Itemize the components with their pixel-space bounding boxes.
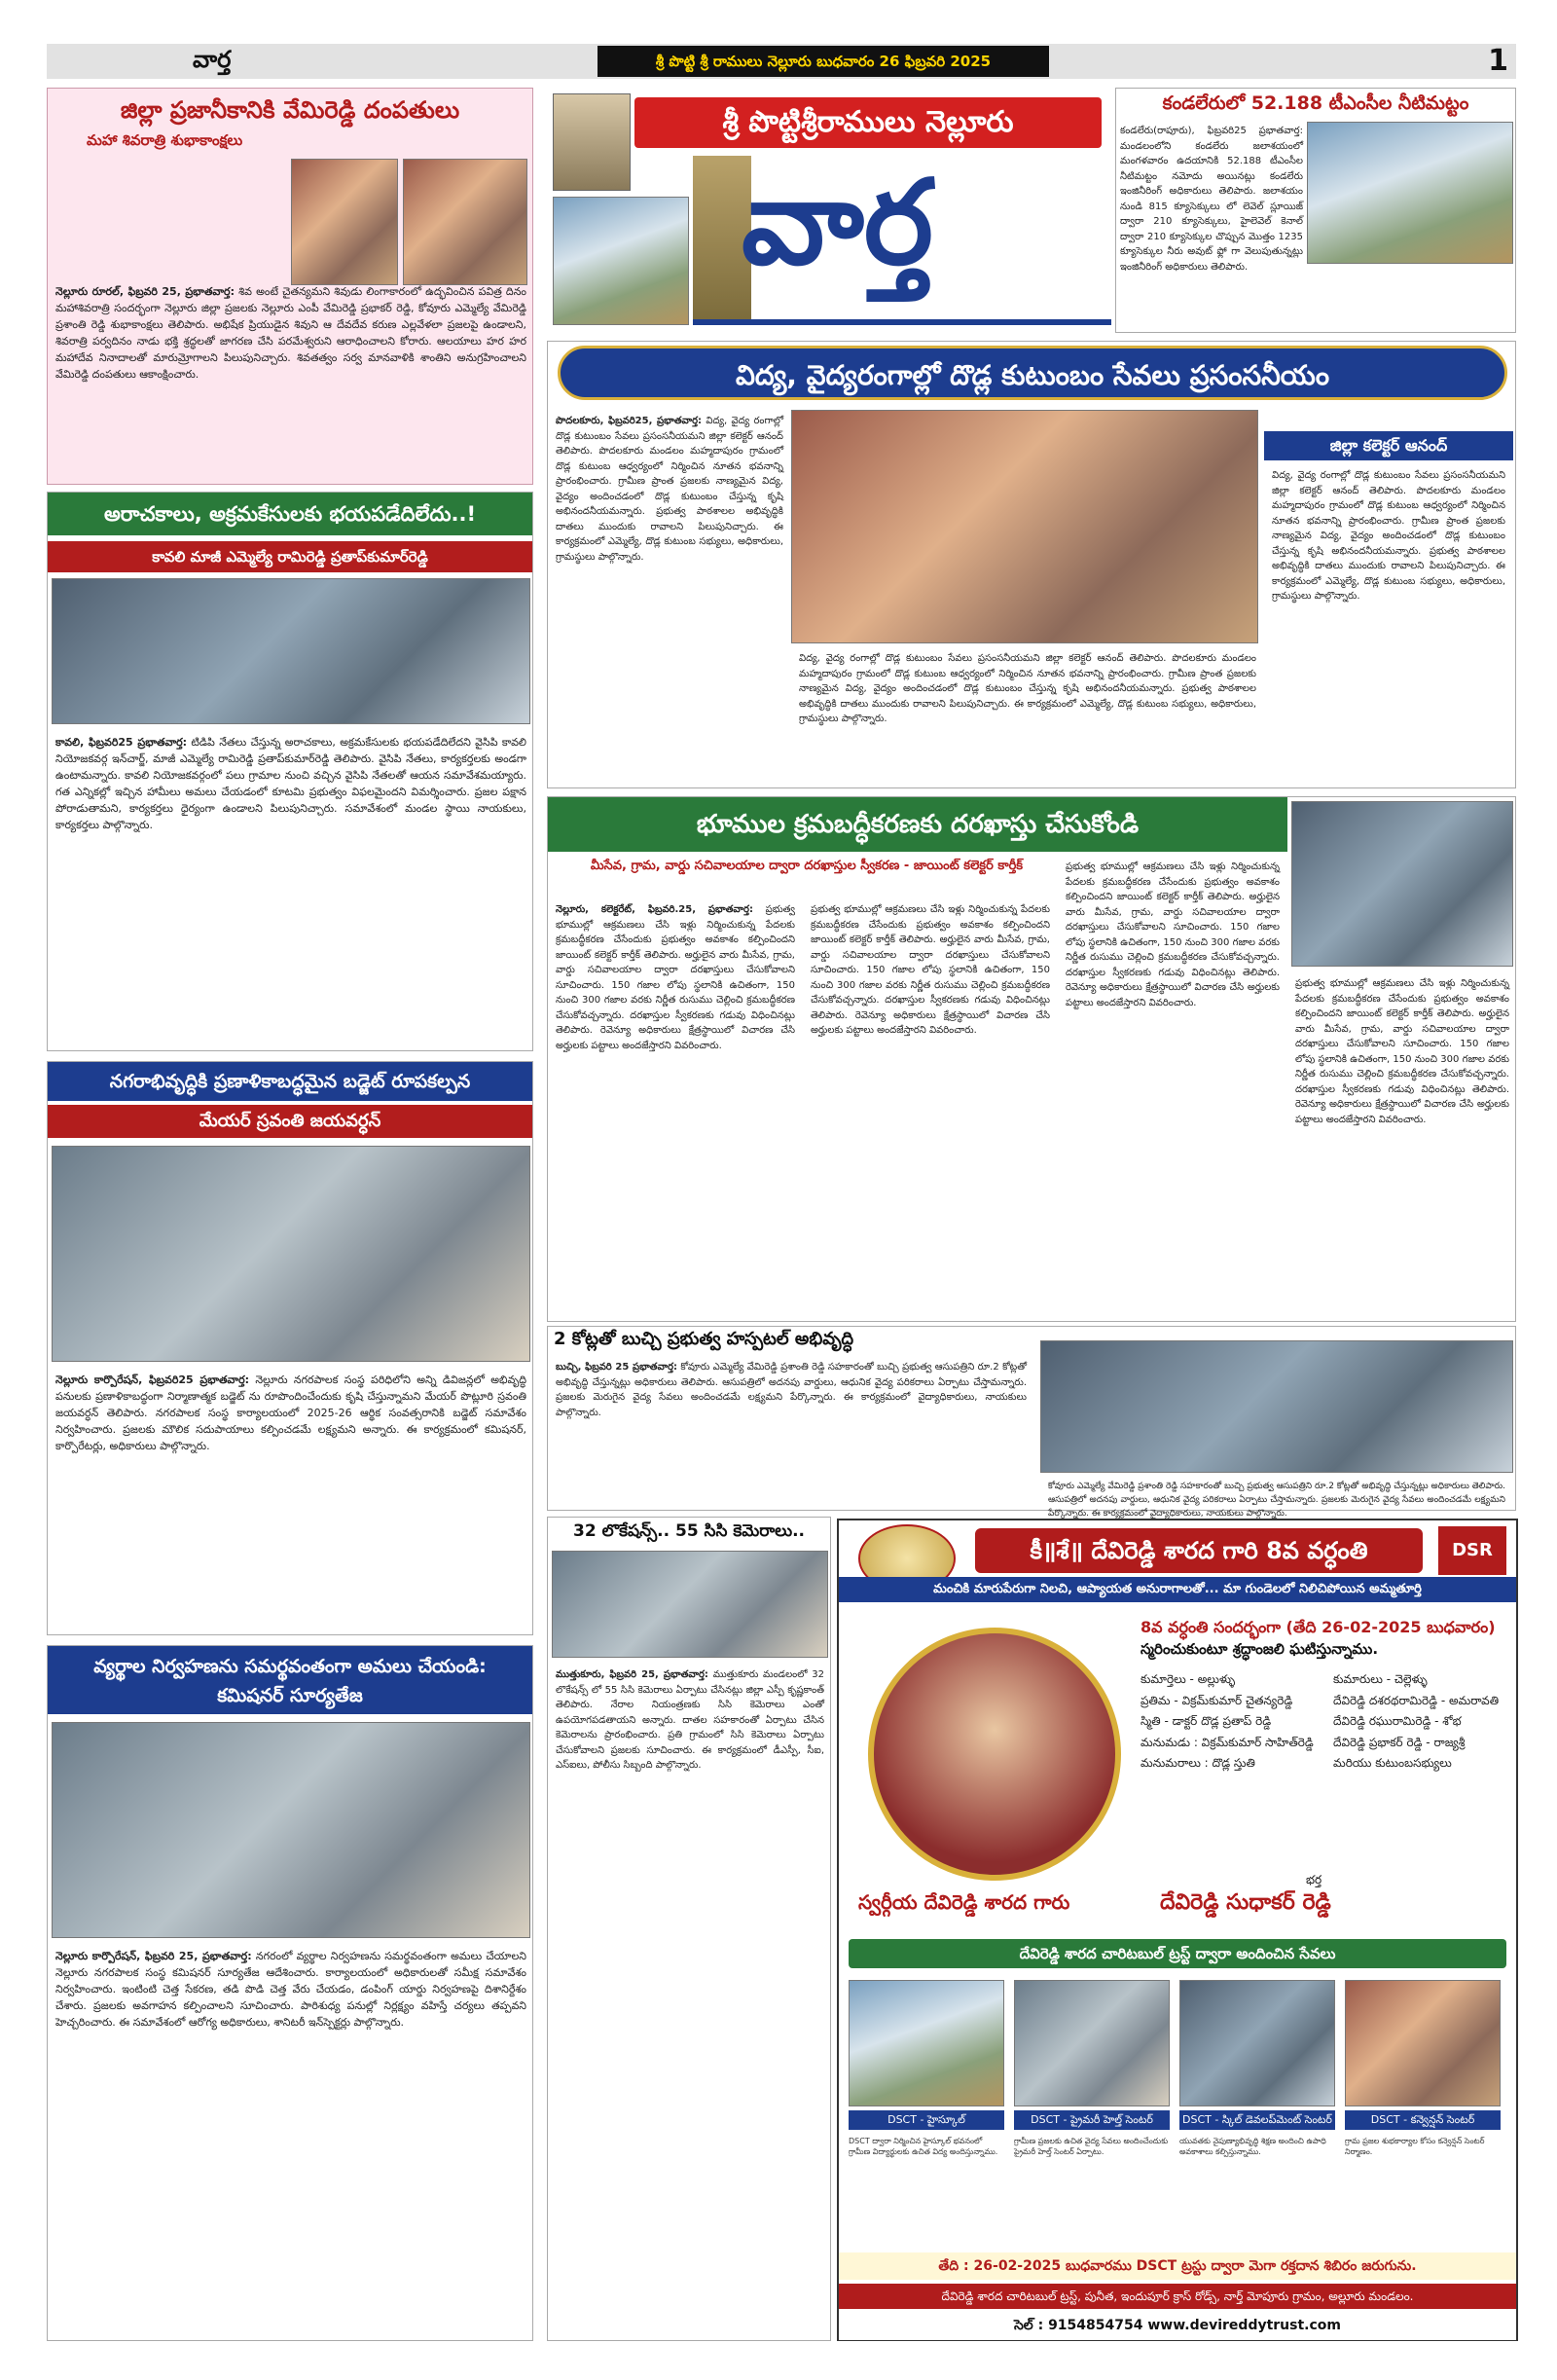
ad-tagline: మంచికి మారుపేరుగా నిలచి, ఆప్యాయత అనురాగాలతో... మా గుండెలలో నిలిచిపోయిన అమ్మతూర్తి — [839, 1577, 1516, 1602]
top-bar — [47, 44, 1516, 79]
story-cctv — [547, 1517, 831, 2341]
ad-anniversary-line: 8వ వర్ధంతి సందర్భంగా (తేది 26-02-2025 బుధవారం) — [1141, 1618, 1496, 1636]
story6-subhead: జిల్లా కలెక్టర్ ఆనంద్ — [1264, 431, 1513, 460]
story1-photo-right — [403, 159, 527, 285]
dsr-logo: DSR — [1438, 1526, 1506, 1575]
masthead-photo — [553, 197, 689, 325]
story2-text: టిడిపి నేతలు చేస్తున్న అరాచకాలు, అక్రమకేసులకు భయపడేదిలేదని వైసిపి కావలి నియోజకవర్గ ఇన్‌చార్జ్, మాజీ ఎమ్మెల్యే రామిరెడ్డి ప్రతాప్‌కుమార్‌రెడ్డి తెలిపారు. వైసిపి నేతలు, కార్యకర్తలకు అండగా ఉంటామన్నారు. కావలి నియోజకవర్గంలో పలు గ్రామాల నుంచి వచ్చిన వైసిపి నేతలతో ఆయన సమావేశమయ్యారు. గత ఎన్నికల్లో ఇచ్చిన హామీలు అమలు చేయడంలో కూటమి ప్రభుత్వం విఫలమైందని విమర్శించారు. ప్రజల పక్షాన పోరాడుతామని, కార్యకర్తలు ధైర్యంగా ఉండాలని పిలుపునిచ్చారు. సమావేశంలో మండల స్థాయి నాయకులు, కార్యకర్తలు పాల్గొన్నారు. — [55, 736, 526, 832]
building-photo-convention-centre — [1345, 1980, 1501, 2106]
masthead-rule — [693, 319, 1111, 325]
story4-body — [48, 1942, 534, 2336]
building-text: యువతకు నైపుణ్యాభివృద్ధి శిక్షణ అందించి ఉపాధి అవకాశాలు కల్పిస్తున్నాము. — [1179, 2137, 1326, 2157]
story7-body-col3: ప్రభుత్వ భూముల్లో ఆక్రమణలు చేసి ఇళ్లు నిర్మించుకున్న పేదలకు క్రమబద్ధీకరణ చేసేందుకు ప్రభుత్వం అవకాశం కల్పించిందని జాయింట్ కలెక్టర్ కార్తీక్ తెలిపారు. అర్హులైన వారు మీసేవ, గ్రామ, వార్డు సచివాలయాల ద్వారా దరఖాస్తులు చేసుకోవాలని సూచించారు. 150 గజాల లోపు స్థలానికి ఉచితంగా, 150 నుంచి 300 గజాల వరకు నిర్ణీత రుసుము చెల్లించి క్రమబద్ధీకరణ చేసుకోవచ్చన్నారు. దరఖాస్తుల స్వీకరణకు గడువు విధించినట్లు తెలిపారు. రెవెన్యూ అధికారులు క్షేత్రస్థాయిలో విచారణ చేసి అర్హులకు పట్టాలు అందజేస్తారని వివరించారు. — [1066, 861, 1280, 1008]
story3-photo — [52, 1146, 530, 1362]
story6-dateline: పొదలకూరు, ఫిబ్రవరి25, ప్రభాతవార్త: — [556, 416, 703, 426]
story4-text: నగరంలో వ్యర్థాల నిర్వహణను సమర్థవంతంగా అమలు చేయాలని నెల్లూరు నగరపాలక సంస్థ కమిషనర్ సూర్యతేజ ఆదేశించారు. కార్యాలయంలో అధికారులతో సమీక్ష సమావేశం నిర్వహించారు. ఇంటింటి చెత్త సేకరణ, తడి పొడి చెత్త వేరు చేయడం, డంపింగ్ యార్డు నిర్వహణపై దిశానిర్దేశం చేశారు. ప్రజలకు అవగాహన కల్పించాలని సూచించారు. పారిశుధ్య పనుల్లో నిర్లక్ష్యం వహిస్తే చర్యలు తప్పవని హెచ్చరించారు. ఈ సమావేశంలో ఆరోగ్య అధికారులు, శానిటరీ ఇన్‌స్పెక్టర్లు పాల్గొన్నారు. — [55, 1950, 526, 2030]
story9-body — [548, 1662, 832, 2339]
building-text: DSCT ద్వారా నిర్మించిన హైస్కూల్ భవనంలో గ్రామీణ విద్యార్థులకు ఉచిత విద్య అందిస్తున్నాము. — [849, 2137, 998, 2157]
story7-body-col1 — [548, 897, 803, 1321]
story-land — [547, 796, 1516, 1322]
story8-headline: 2 కోట్లతో బుచ్చి ప్రభుత్వ హస్పటల్ అభివృద్ధి — [554, 1329, 854, 1349]
story4-photo — [52, 1722, 530, 1938]
story-dodla — [547, 341, 1516, 788]
ad-family-right — [1333, 1669, 1510, 1775]
story4-headline: వ్యర్థాల నిర్వహణను సమర్థవంతంగా అమలు చేయండి: కమిషనర్ సూర్యతేజ — [48, 1646, 532, 1714]
story5-body: కండలేరు(రాపూరు), ఫిబ్రవరి25 ప్రభాతవార్త: మండలంలోని కండలేరు జలాశయంలో మంగళవారం ఉదయానికి 52.188 టీఎంసీల నీటిమట్టం నమోదు అయినట్లు కండలేరు ఇంజినీరింగ్ అధికారులు తెలిపారు. జలాశయం నుండి 815 క్యూసెక్కులు లో లెవెల్ స్లూయిజ్ ద్వారా 210 క్యూసెక్కులు, హైలెవెల్ కెనాల్ ద్వారా 210 క్యూసెక్కుల చొప్పున మొత్తం 1235 క్యూసెక్కుల నీరు అవుట్ ఫ్లో గా వెలుపుతున్నట్లు ఇంజినీరింగ్ అధికారులు తెలిపారు. — [1120, 126, 1303, 273]
story-budget — [47, 1061, 533, 1635]
story1-text: శివ అంటే చైతన్యమని శివుడు లింగాకారంలో ఉద్భవించిన పవిత్ర దినం మహాశివరాత్రి సందర్భంగా నెల్లూరు జిల్లా ప్రజలకు నెల్లూరు ఎంపీ వేమిరెడ్డి ప్రభాకర్ రెడ్డి, కోవూరు ఎమ్మెల్యే వేమిరెడ్డి ప్రశాంతి రెడ్డి శుభాకాంక్షలు తెలిపారు. అభిషేక ప్రియుడైన శివుని ఆ దేవదేవ కరుణ ఎల్లవేళలా ప్రజలపై ఉండాలని, శివరాత్రి పర్వదినం నాడు భక్తి శ్రద్ధలతో జాగరణ చేసి పరమేశ్వరుని ఆరాధించాలని కోరారు. ఆలయాలు హర హర మహాదేవ నినాదాలతో మారుమ్రోగాలని పిలుపునిచ్చారు. శివతత్వం సర్వ మానవాళికి శాంతిని అనుగ్రహించాలని వేమిరెడ్డి దంపతులు ఆకాంక్షించారు. — [55, 285, 526, 382]
ad-name-right: దేవిరెడ్డి సుధాకర్ రెడ్డి — [1160, 1890, 1331, 1915]
ad-family-left — [1141, 1669, 1325, 1775]
story2-photo — [52, 578, 530, 724]
story8-body — [548, 1354, 1034, 1510]
story-hospital — [547, 1326, 1516, 1519]
story7-subhead: మీసేవ, గ్రామ, వార్డు సచివాలయాల ద్వారా దరఖాస్తుల స్వీకరణ - జాయింట్ కలెక్టర్ కార్తీక్ — [590, 859, 1024, 873]
story1-body — [48, 277, 534, 482]
family-item: దేవిరెడ్డి రఘురామిరెడ్డి - శోభ — [1333, 1714, 1462, 1729]
story7-photo — [1291, 801, 1513, 967]
story7-headline: భూముల క్రమబద్ధీకరణకు దరఖాస్తు చేసుకోండి — [548, 797, 1287, 852]
ad-footer-date: తేది : 26-02-2025 బుధవారము DSCT ట్రస్టు ద్వారా మెగా రక్తదాన శిబిరం జరుగును. — [839, 2252, 1516, 2280]
ad-footer-address: దేవిరెడ్డి శారద చారిటబుల్ ట్రస్ట్, పునీత, ఇందుపూర్ క్రాస్ రోడ్స్, నార్త్ మోపూరు గ్రామం, అల్లూరు మండలం. — [839, 2284, 1516, 2309]
building-label: DSCT - స్కిల్ డెవలప్‌మెంట్ సెంటర్ — [1179, 2110, 1335, 2130]
story2-headline: అరాచకాలు, అక్రమకేసులకు భయపడేదిలేదు..! — [48, 493, 532, 535]
story2-dateline: కావలి, ఫిబ్రవరి25 ప్రభాతవార్త: — [55, 736, 188, 749]
story3-body — [48, 1366, 534, 1633]
story1-photo-left — [291, 159, 398, 285]
story6-photo — [791, 410, 1258, 643]
story5-photo — [1307, 122, 1513, 264]
page-number: 1 — [1488, 44, 1508, 78]
story6-text: విద్య, వైద్య రంగాల్లో దొడ్ల కుటుంబం సేవలు ప్రసంసనీయమని జిల్లా కలెక్టర్ ఆనంద్ తెలిపారు. పొదలకూరు మండలం మహ్మదాపురం గ్రామంలో దొడ్ల కుటుంబ ఆధ్వర్యంలో నిర్మించిన నూతన భవనాన్ని ప్రారంభించారు. గ్రామీణ ప్రాంత ప్రజలకు నాణ్యమైన విద్య, వైద్యం అందించడంలో దొడ్ల కుటుంబం చేస్తున్న కృషి అభినందనీయమన్నారు. ప్రభుత్వ పాఠశాలల అభివృద్ధికి దాతలు ముందుకు రావాలని పిలుపునిచ్చారు. ఈ కార్యక్రమంలో ఎమ్మెల్యే, దొడ్ల కుటుంబ సభ్యులు, అధికారులు, గ్రామస్థులు పాల్గొన్నారు. — [556, 416, 783, 563]
ad-husband-label: భర్త — [1306, 1873, 1322, 1886]
family-item: దేవిరెడ్డి దశరథరామిరెడ్డి - అమరావతి — [1333, 1693, 1500, 1707]
ad-footer-contact: సెల్ : 9154854754 www.devireddytrust.com — [839, 2311, 1516, 2340]
story1-headline: జిల్లా ప్రజానీకానికి వేమిరెడ్డి దంపతులు — [120, 96, 460, 124]
story9-headline: 32 లొకేషన్స్.. 55 సిసి కెమెరాలు.. — [573, 1521, 805, 1541]
story-pratap — [47, 492, 533, 1051]
building-photo-health-centre — [1014, 1980, 1170, 2106]
story6-body-right: విద్య, వైద్య రంగాల్లో దొడ్ల కుటుంబం సేవలు ప్రసంసనీయమని జిల్లా కలెక్టర్ ఆనంద్ తెలిపారు. పొదలకూరు మండలం మహ్మదాపురం గ్రామంలో దొడ్ల కుటుంబ ఆధ్వర్యంలో నిర్మించిన నూతన భవనాన్ని ప్రారంభించారు. గ్రామీణ ప్రాంత ప్రజలకు నాణ్యమైన విద్య, వైద్యం అందించడంలో దొడ్ల కుటుంబం చేస్తున్న కృషి అభినందనీయమన్నారు. ప్రభుత్వ పాఠశాలల అభివృద్ధికి దాతలు ముందుకు రావాలని పిలుపునిచ్చారు. ఈ కార్యక్రమంలో ఎమ్మెల్యే, దొడ్ల కుటుంబ సభ్యులు, అధికారులు, గ్రామస్థులు పాల్గొన్నారు. — [1272, 470, 1505, 602]
ad-anniversary-block — [1141, 1618, 1510, 1775]
story7-text: ప్రభుత్వ భూముల్లో ఆక్రమణలు చేసి ఇళ్లు నిర్మించుకున్న పేదలకు క్రమబద్ధీకరణ చేసేందుకు ప్రభుత్వం అవకాశం కల్పించిందని జాయింట్ కలెక్టర్ కార్తీక్ తెలిపారు. అర్హులైన వారు మీసేవ, గ్రామ, వార్డు సచివాలయాల ద్వారా దరఖాస్తులు చేసుకోవాలని సూచించారు. 150 గజాల లోపు స్థలానికి ఉచితంగా, 150 నుంచి 300 గజాల వరకు నిర్ణీత రుసుము చెల్లించి క్రమబద్ధీకరణ చేసుకోవచ్చన్నారు. దరఖాస్తుల స్వీకరణకు గడువు విధించినట్లు తెలిపారు. రెవెన్యూ అధికారులు క్షేత్రస్థాయిలో విచారణ చేసి అర్హులకు పట్టాలు అందజేస్తారని వివరించారు. — [556, 904, 795, 1051]
story1-dateline: నెల్లూరు రూరల్, ఫిబ్రవరి 25, ప్రభాతవార్త: — [55, 285, 235, 298]
memorial-advertisement — [837, 1519, 1518, 2341]
story7-body-col4: ప్రభుత్వ భూముల్లో ఆక్రమణలు చేసి ఇళ్లు నిర్మించుకున్న పేదలకు క్రమబద్ధీకరణ చేసేందుకు ప్రభుత్వం అవకాశం కల్పించిందని జాయింట్ కలెక్టర్ కార్తీక్ తెలిపారు. అర్హులైన వారు మీసేవ, గ్రామ, వార్డు సచివాలయాల ద్వారా దరఖాస్తులు చేసుకోవాలని సూచించారు. 150 గజాల లోపు స్థలానికి ఉచితంగా, 150 నుంచి 300 గజాల వరకు నిర్ణీత రుసుము చెల్లించి క్రమబద్ధీకరణ చేసుకోవచ్చన్నారు. దరఖాస్తుల స్వీకరణకు గడువు విధించినట్లు తెలిపారు. రెవెన్యూ అధికారులు క్షేత్రస్థాయిలో విచారణ చేసి అర్హులకు పట్టాలు అందజేస్తారని వివరించారు. — [1295, 978, 1509, 1125]
masthead-title: శ్రీ పొట్టిశ్రీరాములు నెల్లూరు — [634, 97, 1102, 148]
story8-caption: కోవూరు ఎమ్మెల్యే వేమిరెడ్డి ప్రశాంతి రెడ్డి సహకారంతో బుచ్చి ప్రభుత్వ ఆసుపత్రిని రూ.2 కోట్లతో అభివృద్ధి చేస్తున్నట్లు అధికారులు తెలిపారు. ఆసుపత్రిలో అదనపు వార్డులు, ఆధునిక వైద్య పరికరాలు ఏర్పాటు చేస్తామన్నారు. ప్రజలకు మెరుగైన వైద్య సేవలు అందించడమే లక్ష్యమని పేర్కొన్నారు. ఈ కార్యక్రమంలో వైద్యాధికారులు, నాయకులు పాల్గొన్నారు. — [1048, 1482, 1505, 1519]
edition-line: శ్రీ పొట్టి శ్రీ రాములు నెల్లూరు బుధవారం 26 ఫిబ్రవరి 2025 — [597, 46, 1049, 77]
story-vemireddy — [47, 88, 533, 485]
family-item: దేవిరెడ్డి ప్రభాకర్ రెడ్డి - రాజ్యశ్రీ — [1333, 1735, 1466, 1749]
story6-body-left — [548, 408, 791, 787]
building-photo-skill-centre — [1179, 1980, 1335, 2106]
ad-title: కీ॥శే॥ దేవిరెడ్డి శారద గారి 8వ వర్ధంతి — [975, 1528, 1423, 1573]
story6-headline: విద్య, వైద్యరంగాల్లో దొడ్ల కుటుంబం సేవలు ప్రసంసనీయం — [558, 346, 1507, 400]
story2-subhead: కావలి మాజీ ఎమ్మెల్యే రామిరెడ్డి ప్రతాప్‌కుమార్‌రెడ్డి — [48, 541, 532, 572]
story3-subhead: మేయర్ స్రవంతి జయవర్ధన్ — [48, 1105, 532, 1138]
story6-body-middle: విద్య, వైద్య రంగాల్లో దొడ్ల కుటుంబం సేవలు ప్రసంసనీయమని జిల్లా కలెక్టర్ ఆనంద్ తెలిపారు. పొదలకూరు మండలం మహ్మదాపురం గ్రామంలో దొడ్ల కుటుంబ ఆధ్వర్యంలో నిర్మించిన నూతన భవనాన్ని ప్రారంభించారు. గ్రామీణ ప్రాంత ప్రజలకు నాణ్యమైన విద్య, వైద్యం అందించడంలో దొడ్ల కుటుంబం చేస్తున్న కృషి అభినందనీయమన్నారు. ప్రభుత్వ పాఠశాలల అభివృద్ధికి దాతలు ముందుకు రావాలని పిలుపునిచ్చారు. ఈ కార్యక్రమంలో ఎమ్మెల్యే, దొడ్ల కుటుంబ సభ్యులు, అధికారులు, గ్రామస్థులు పాల్గొన్నారు. — [799, 653, 1256, 724]
story4-dateline: నెల్లూరు కార్పొరేషన్, ఫిబ్రవరి 25, ప్రభాతవార్త: — [55, 1950, 252, 1962]
story2-body — [48, 728, 534, 1049]
building-text: గ్రామీణ ప్రజలకు ఉచిత వైద్య సేవలు అందించేందుకు ప్రైమరీ హెల్త్ సెంటర్ ఏర్పాటు. — [1014, 2137, 1169, 2157]
building-text: గ్రామ ప్రజల శుభకార్యాల కోసం కన్వెన్షన్ సెంటర్ నిర్మాణం. — [1345, 2137, 1485, 2157]
story9-text: ముత్తుకూరు మండలంలో 32 లొకేషన్స్ లో 55 సిసి కెమెరాలు ఏర్పాటు చేసినట్లు జిల్లా ఎస్పీ కృష్ణకాంత్ తెలిపారు. నేరాల నియంత్రణకు సిసి కెమెరాలు ఎంతో ఉపయోగపడతాయని అన్నారు. దాతల సహకారంతో ఏర్పాటు చేసిన కెమెరాలను ప్రారంభించారు. ప్రతి గ్రామంలో సిసి కెమెరాలు ఏర్పాటు చేసుకోవాలని ప్రజలకు సూచించారు. ఈ కార్యక్రమంలో డీఎస్పీ, సీఐ, ఎస్ఐలు, పోలీసు సిబ్బంది పాల్గొన్నారు. — [556, 1669, 825, 1771]
family-item: మనుమడు : విక్రమ్‌కుమార్ సాహిత్‌రెడ్డి — [1141, 1735, 1314, 1749]
ad-name-left: స్వర్గీయ దేవిరెడ్డి శారద గారు — [858, 1890, 1070, 1914]
masthead-logo: వార్త — [742, 156, 933, 291]
masthead-portrait — [553, 93, 631, 191]
story7-dateline: నెల్లూరు, కలెక్టరేట్, ఫిబ్రవరి.25, ప్రభాతవార్త: — [556, 904, 753, 915]
story8-photo — [1040, 1340, 1513, 1473]
story7-body-col2: ప్రభుత్వ భూముల్లో ఆక్రమణలు చేసి ఇళ్లు నిర్మించుకున్న పేదలకు క్రమబద్ధీకరణ చేసేందుకు ప్రభుత్వం అవకాశం కల్పించిందని జాయింట్ కలెక్టర్ కార్తీక్ తెలిపారు. అర్హులైన వారు మీసేవ, గ్రామ, వార్డు సచివాలయాల ద్వారా దరఖాస్తులు చేసుకోవాలని సూచించారు. 150 గజాల లోపు స్థలానికి ఉచితంగా, 150 నుంచి 300 గజాల వరకు నిర్ణీత రుసుము చెల్లించి క్రమబద్ధీకరణ చేసుకోవచ్చన్నారు. దరఖాస్తుల స్వీకరణకు గడువు విధించినట్లు తెలిపారు. రెవెన్యూ అధికారులు క్షేత్రస్థాయిలో విచారణ చేసి అర్హులకు పట్టాలు అందజేస్తారని వివరించారు. — [811, 904, 1050, 1036]
masthead — [547, 88, 1111, 331]
family-item: మరియు కుటుంబసభ్యులు — [1333, 1756, 1452, 1771]
story3-headline: నగరాభివృద్ధికి ప్రణాళికాబద్ధమైన బడ్జెట్ రూపకల్పన — [48, 1062, 532, 1101]
family-item: స్మితి - డాక్టర్ దొడ్ల ప్రతాప్ రెడ్డి — [1141, 1714, 1272, 1729]
building-label: DSCT - ప్రైమరీ హెల్త్ సెంటర్ — [1014, 2110, 1170, 2130]
family-item: కుమార్తెలు - అల్లుళ్ళు — [1141, 1672, 1236, 1686]
ad-tribute-line: స్మరించుకుంటూ శ్రద్ధాంజలి ఘటిస్తున్నాము. — [1141, 1640, 1379, 1658]
story9-photo — [552, 1551, 828, 1658]
story5-headline: కండలేరులో 52.188 టీఎంసీల నీటిమట్టం — [1162, 92, 1469, 114]
building-photo-highschool — [849, 1980, 1004, 2106]
story3-dateline: నెల్లూరు కార్పొరేషన్, ఫిబ్రవరి25 ప్రభాతవార్త: — [55, 1373, 249, 1386]
story8-dateline: బుచ్చి, ఫిబ్రవరి 25 ప్రభాతవార్త: — [556, 1362, 677, 1373]
building-label: DSCT - హైస్కూల్ — [849, 2110, 1004, 2130]
family-item: కుమారులు - చెల్లెళ్ళు — [1333, 1672, 1428, 1686]
header-logo: వార్త — [193, 46, 232, 73]
family-item: ప్రతిమ - విక్రమ్‌కుమార్ చైతన్యరెడ్డి — [1141, 1693, 1293, 1707]
story3-text: నెల్లూరు నగరపాలక సంస్థ పరిధిలోని అన్ని డివిజన్లలో అభివృద్ధి పనులకు ప్రణాళికాబద్ధంగా నిర్మాణాత్మక బడ్జెట్ ను రూపొందించేందుకు కృషి చేస్తున్నామని మేయర్ పొట్లూరి స్రవంతి జయవర్ధన్ తెలిపారు. నగరపాలక సంస్థ కార్యాలయంలో 2025-26 ఆర్థిక సంవత్సరానికి బడ్జెట్ సమావేశం నిర్వహించారు. ప్రజలకు మౌలిక సదుపాయాలు కల్పించడమే లక్ష్యమని అన్నారు. ఈ కార్యక్రమంలో కమిషనర్, కార్పొరేటర్లు, అధికారులు పాల్గొన్నారు. — [55, 1373, 526, 1453]
story-waste — [47, 1645, 533, 2341]
building-label: DSCT - కన్వెన్షన్ సెంటర్ — [1345, 2110, 1501, 2130]
family-item: మనుమరాలు : దొడ్ల స్తుతి — [1141, 1756, 1255, 1771]
story1-subhead: మహా శివరాత్రి శుభాకాంక్షలు — [87, 131, 243, 149]
ad-portrait — [868, 1628, 1121, 1881]
story9-dateline: ముత్తుకూరు, ఫిబ్రవరి 25, ప్రభాతవార్త: — [556, 1669, 708, 1680]
story-kandaleru — [1115, 88, 1516, 333]
ad-services-title: దేవిరెడ్డి శారద చారిటబుల్ ట్రస్ట్ ద్వారా అందించిన సేవలు — [849, 1939, 1506, 1968]
story8-text: కోవూరు ఎమ్మెల్యే వేమిరెడ్డి ప్రశాంతి రెడ్డి సహకారంతో బుచ్చి ప్రభుత్వ ఆసుపత్రిని రూ.2 కోట్లతో అభివృద్ధి చేస్తున్నట్లు అధికారులు తెలిపారు. ఆసుపత్రిలో అదనపు వార్డులు, ఆధునిక వైద్య పరికరాలు ఏర్పాటు చేస్తామన్నారు. ప్రజలకు మెరుగైన వైద్య సేవలు అందించడమే లక్ష్యమని పేర్కొన్నారు. ఈ కార్యక్రమంలో వైద్యాధికారులు, నాయకులు పాల్గొన్నారు. — [556, 1362, 1027, 1418]
